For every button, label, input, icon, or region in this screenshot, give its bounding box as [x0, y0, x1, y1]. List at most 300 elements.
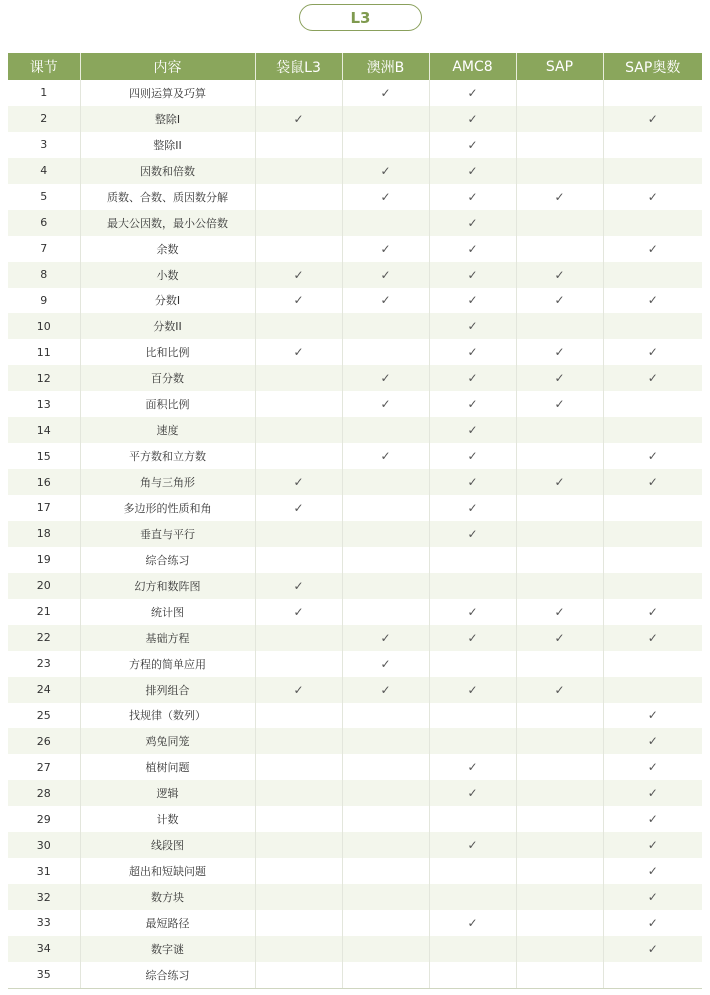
check-icon: ✓: [554, 475, 565, 490]
check-icon: ✓: [467, 215, 478, 230]
lesson-number: 35: [8, 962, 80, 988]
coverage-cell: [342, 780, 429, 806]
check-icon: ✓: [554, 293, 565, 308]
coverage-cell: [429, 728, 516, 754]
lesson-topic: 超出和短缺问题: [80, 858, 255, 884]
lesson-topic: 余数: [80, 236, 255, 262]
coverage-cell: [255, 184, 342, 210]
lesson-number: 2: [8, 106, 80, 132]
lesson-topic: 统计图: [80, 599, 255, 625]
coverage-cell: [603, 339, 702, 365]
coverage-cell: [516, 677, 603, 703]
coverage-cell: [342, 677, 429, 703]
table-row: [8, 703, 702, 729]
check-icon: ✓: [293, 267, 304, 282]
coverage-cell: [255, 547, 342, 573]
check-icon: ✓: [554, 604, 565, 619]
table-row: [8, 184, 702, 210]
coverage-cell: [429, 858, 516, 884]
coverage-cell: [516, 132, 603, 158]
coverage-cell: [342, 158, 429, 184]
table-row: [8, 910, 702, 936]
coverage-cell: [603, 573, 702, 599]
coverage-cell: [516, 651, 603, 677]
table-row: [8, 832, 702, 858]
coverage-cell: [516, 780, 603, 806]
coverage-cell: [429, 339, 516, 365]
check-icon: ✓: [467, 85, 478, 100]
coverage-cell: [342, 288, 429, 314]
coverage-cell: [603, 106, 702, 132]
coverage-cell: [603, 599, 702, 625]
coverage-cell: [516, 599, 603, 625]
coverage-cell: [255, 573, 342, 599]
check-icon: ✓: [467, 475, 478, 490]
check-icon: ✓: [467, 241, 478, 256]
lesson-number: 13: [8, 391, 80, 417]
coverage-cell: [255, 443, 342, 469]
table-row: [8, 495, 702, 521]
check-icon: ✓: [554, 345, 565, 360]
check-icon: ✓: [647, 734, 658, 749]
coverage-cell: [255, 106, 342, 132]
coverage-cell: [342, 495, 429, 521]
coverage-cell: [603, 495, 702, 521]
table-row: [8, 547, 702, 573]
coverage-cell: [516, 521, 603, 547]
lesson-number: 31: [8, 858, 80, 884]
coverage-cell: [255, 703, 342, 729]
lesson-number: 11: [8, 339, 80, 365]
column-header-sap-olympiad: SAP奥数: [603, 53, 702, 80]
check-icon: ✓: [554, 682, 565, 697]
check-icon: ✓: [467, 915, 478, 930]
coverage-cell: [603, 521, 702, 547]
table-row: [8, 728, 702, 754]
lesson-topic: 分数II: [80, 313, 255, 339]
coverage-cell: [255, 728, 342, 754]
check-icon: ✓: [647, 708, 658, 723]
coverage-cell: [516, 210, 603, 236]
curriculum-table: [8, 53, 702, 989]
coverage-cell: [429, 547, 516, 573]
check-icon: ✓: [467, 397, 478, 412]
lesson-topic: 计数: [80, 806, 255, 832]
coverage-cell: [429, 443, 516, 469]
lesson-topic: 逻辑: [80, 780, 255, 806]
coverage-cell: [429, 832, 516, 858]
check-icon: ✓: [467, 371, 478, 386]
coverage-cell: [429, 236, 516, 262]
lesson-topic: 基础方程: [80, 625, 255, 651]
coverage-cell: [429, 495, 516, 521]
coverage-cell: [255, 80, 342, 106]
coverage-cell: [516, 443, 603, 469]
check-icon: ✓: [467, 267, 478, 282]
coverage-cell: [429, 391, 516, 417]
check-icon: ✓: [647, 838, 658, 853]
coverage-cell: [342, 910, 429, 936]
lesson-topic: 整除I: [80, 106, 255, 132]
coverage-cell: [516, 754, 603, 780]
coverage-cell: [516, 936, 603, 962]
coverage-cell: [255, 495, 342, 521]
lesson-number: 32: [8, 884, 80, 910]
coverage-cell: [255, 754, 342, 780]
coverage-cell: [342, 806, 429, 832]
coverage-cell: [516, 547, 603, 573]
check-icon: ✓: [554, 397, 565, 412]
lesson-number: 33: [8, 910, 80, 936]
table-row: [8, 288, 702, 314]
lesson-topic: 比和比例: [80, 339, 255, 365]
coverage-cell: [255, 962, 342, 988]
lesson-number: 8: [8, 262, 80, 288]
check-icon: ✓: [380, 163, 391, 178]
coverage-cell: [342, 80, 429, 106]
lesson-number: 26: [8, 728, 80, 754]
table-row: [8, 651, 702, 677]
coverage-cell: [516, 625, 603, 651]
check-icon: ✓: [467, 293, 478, 308]
check-icon: ✓: [467, 163, 478, 178]
coverage-cell: [603, 936, 702, 962]
coverage-cell: [342, 184, 429, 210]
lesson-number: 6: [8, 210, 80, 236]
coverage-cell: [603, 469, 702, 495]
coverage-cell: [342, 754, 429, 780]
coverage-cell: [516, 184, 603, 210]
coverage-cell: [516, 832, 603, 858]
coverage-cell: [603, 80, 702, 106]
lesson-number: 14: [8, 417, 80, 443]
coverage-cell: [255, 339, 342, 365]
coverage-cell: [603, 651, 702, 677]
lesson-topic: 百分数: [80, 365, 255, 391]
column-header-lesson: 课节: [8, 53, 80, 80]
coverage-cell: [516, 469, 603, 495]
coverage-cell: [342, 936, 429, 962]
column-header-australia-b: 澳洲B: [342, 53, 429, 80]
lesson-topic: 因数和倍数: [80, 158, 255, 184]
coverage-cell: [603, 677, 702, 703]
check-icon: ✓: [293, 604, 304, 619]
coverage-cell: [255, 521, 342, 547]
lesson-topic: 平方数和立方数: [80, 443, 255, 469]
check-icon: ✓: [647, 449, 658, 464]
lesson-topic: 速度: [80, 417, 255, 443]
table-row: [8, 262, 702, 288]
lesson-number: 9: [8, 288, 80, 314]
coverage-cell: [603, 625, 702, 651]
coverage-cell: [516, 391, 603, 417]
coverage-cell: [342, 106, 429, 132]
check-icon: ✓: [647, 604, 658, 619]
lesson-number: 12: [8, 365, 80, 391]
coverage-cell: [342, 962, 429, 988]
check-icon: ✓: [647, 345, 658, 360]
lesson-number: 24: [8, 677, 80, 703]
lesson-number: 30: [8, 832, 80, 858]
coverage-cell: [516, 858, 603, 884]
lesson-number: 3: [8, 132, 80, 158]
lesson-number: 22: [8, 625, 80, 651]
table-row: [8, 780, 702, 806]
lesson-number: 4: [8, 158, 80, 184]
coverage-cell: [516, 495, 603, 521]
table-row: [8, 625, 702, 651]
coverage-cell: [255, 599, 342, 625]
lesson-number: 7: [8, 236, 80, 262]
check-icon: ✓: [467, 838, 478, 853]
check-icon: ✓: [380, 371, 391, 386]
check-icon: ✓: [467, 137, 478, 152]
coverage-cell: [429, 106, 516, 132]
coverage-cell: [603, 832, 702, 858]
table-row: [8, 158, 702, 184]
coverage-cell: [516, 884, 603, 910]
lesson-number: 10: [8, 313, 80, 339]
lesson-number: 25: [8, 703, 80, 729]
lesson-topic: 找规律（数列）: [80, 703, 255, 729]
coverage-cell: [255, 806, 342, 832]
coverage-cell: [429, 210, 516, 236]
check-icon: ✓: [647, 941, 658, 956]
coverage-cell: [255, 158, 342, 184]
lesson-number: 19: [8, 547, 80, 573]
coverage-cell: [255, 910, 342, 936]
table-row: [8, 599, 702, 625]
check-icon: ✓: [467, 449, 478, 464]
table-row: [8, 521, 702, 547]
check-icon: ✓: [293, 345, 304, 360]
check-icon: ✓: [380, 449, 391, 464]
coverage-cell: [516, 80, 603, 106]
table-header-row: [8, 53, 702, 80]
table-row: [8, 962, 702, 988]
lesson-number: 18: [8, 521, 80, 547]
coverage-cell: [342, 365, 429, 391]
coverage-cell: [429, 651, 516, 677]
coverage-cell: [603, 858, 702, 884]
coverage-cell: [255, 391, 342, 417]
check-icon: ✓: [554, 371, 565, 386]
lesson-number: 15: [8, 443, 80, 469]
coverage-cell: [516, 313, 603, 339]
coverage-cell: [516, 962, 603, 988]
coverage-cell: [603, 365, 702, 391]
coverage-cell: [603, 443, 702, 469]
column-header-content: 内容: [80, 53, 255, 80]
lesson-topic: 排列组合: [80, 677, 255, 703]
table-row: [8, 573, 702, 599]
check-icon: ✓: [467, 500, 478, 515]
coverage-cell: [429, 80, 516, 106]
check-icon: ✓: [647, 241, 658, 256]
lesson-topic: 垂直与平行: [80, 521, 255, 547]
coverage-cell: [429, 365, 516, 391]
coverage-cell: [342, 236, 429, 262]
check-icon: ✓: [554, 189, 565, 204]
coverage-cell: [429, 703, 516, 729]
lesson-number: 27: [8, 754, 80, 780]
table-row: [8, 677, 702, 703]
coverage-cell: [603, 754, 702, 780]
coverage-cell: [603, 728, 702, 754]
lesson-number: 21: [8, 599, 80, 625]
table-row: [8, 417, 702, 443]
check-icon: ✓: [293, 475, 304, 490]
coverage-cell: [429, 521, 516, 547]
check-icon: ✓: [380, 682, 391, 697]
check-icon: ✓: [380, 656, 391, 671]
table-row: [8, 884, 702, 910]
coverage-cell: [429, 262, 516, 288]
table-row: [8, 365, 702, 391]
check-icon: ✓: [380, 630, 391, 645]
coverage-cell: [255, 236, 342, 262]
coverage-cell: [342, 313, 429, 339]
lesson-topic: 综合练习: [80, 962, 255, 988]
coverage-cell: [255, 417, 342, 443]
check-icon: ✓: [647, 293, 658, 308]
coverage-cell: [429, 573, 516, 599]
coverage-cell: [429, 780, 516, 806]
coverage-cell: [516, 236, 603, 262]
check-icon: ✓: [293, 293, 304, 308]
coverage-cell: [429, 910, 516, 936]
lesson-number: 23: [8, 651, 80, 677]
check-icon: ✓: [647, 864, 658, 879]
coverage-cell: [603, 910, 702, 936]
coverage-cell: [516, 806, 603, 832]
coverage-cell: [255, 780, 342, 806]
coverage-cell: [342, 391, 429, 417]
coverage-cell: [603, 184, 702, 210]
check-icon: ✓: [380, 397, 391, 412]
check-icon: ✓: [467, 111, 478, 126]
lesson-topic: 最大公因数，最小公倍数: [80, 210, 255, 236]
lesson-topic: 综合练习: [80, 547, 255, 573]
coverage-cell: [603, 236, 702, 262]
check-icon: ✓: [467, 682, 478, 697]
check-icon: ✓: [647, 630, 658, 645]
coverage-cell: [342, 262, 429, 288]
check-icon: ✓: [380, 189, 391, 204]
check-icon: ✓: [467, 630, 478, 645]
coverage-cell: [603, 962, 702, 988]
check-icon: ✓: [647, 890, 658, 905]
coverage-cell: [516, 262, 603, 288]
table-row: [8, 236, 702, 262]
check-icon: ✓: [647, 189, 658, 204]
coverage-cell: [342, 339, 429, 365]
check-icon: ✓: [467, 760, 478, 775]
coverage-cell: [255, 210, 342, 236]
coverage-cell: [429, 469, 516, 495]
column-header-amc8: AMC8: [429, 53, 516, 80]
coverage-cell: [516, 703, 603, 729]
coverage-cell: [255, 651, 342, 677]
lesson-topic: 数方块: [80, 884, 255, 910]
column-header-sap: SAP: [516, 53, 603, 80]
coverage-cell: [603, 806, 702, 832]
coverage-cell: [429, 677, 516, 703]
coverage-cell: [342, 728, 429, 754]
check-icon: ✓: [647, 812, 658, 827]
lesson-topic: 鸡兔同笼: [80, 728, 255, 754]
coverage-cell: [603, 158, 702, 184]
coverage-cell: [342, 417, 429, 443]
check-icon: ✓: [380, 293, 391, 308]
check-icon: ✓: [380, 241, 391, 256]
coverage-cell: [603, 313, 702, 339]
coverage-cell: [255, 625, 342, 651]
table-row: [8, 132, 702, 158]
check-icon: ✓: [467, 526, 478, 541]
coverage-cell: [342, 625, 429, 651]
coverage-cell: [603, 132, 702, 158]
coverage-cell: [255, 832, 342, 858]
lesson-number: 20: [8, 573, 80, 599]
check-icon: ✓: [647, 760, 658, 775]
table-row: [8, 858, 702, 884]
coverage-cell: [516, 573, 603, 599]
coverage-cell: [603, 703, 702, 729]
table-row: [8, 754, 702, 780]
check-icon: ✓: [293, 682, 304, 697]
lesson-number: 16: [8, 469, 80, 495]
coverage-cell: [342, 547, 429, 573]
coverage-cell: [342, 443, 429, 469]
coverage-cell: [342, 210, 429, 236]
check-icon: ✓: [467, 786, 478, 801]
coverage-cell: [255, 365, 342, 391]
table-row: [8, 443, 702, 469]
check-icon: ✓: [647, 111, 658, 126]
lesson-topic: 植树问题: [80, 754, 255, 780]
check-icon: ✓: [467, 319, 478, 334]
check-icon: ✓: [293, 111, 304, 126]
coverage-cell: [603, 288, 702, 314]
lesson-topic: 线段图: [80, 832, 255, 858]
coverage-cell: [429, 754, 516, 780]
check-icon: ✓: [647, 786, 658, 801]
table-row: [8, 391, 702, 417]
coverage-cell: [429, 158, 516, 184]
coverage-cell: [342, 521, 429, 547]
coverage-cell: [342, 703, 429, 729]
coverage-cell: [342, 469, 429, 495]
check-icon: ✓: [380, 267, 391, 282]
coverage-cell: [429, 884, 516, 910]
check-icon: ✓: [467, 189, 478, 204]
lesson-topic: 分数I: [80, 288, 255, 314]
lesson-topic: 四则运算及巧算: [80, 80, 255, 106]
check-icon: ✓: [467, 604, 478, 619]
coverage-cell: [516, 910, 603, 936]
lesson-topic: 最短路径: [80, 910, 255, 936]
coverage-cell: [429, 288, 516, 314]
coverage-cell: [516, 288, 603, 314]
coverage-cell: [429, 962, 516, 988]
coverage-cell: [603, 884, 702, 910]
coverage-cell: [342, 832, 429, 858]
lesson-number: 17: [8, 495, 80, 521]
check-icon: ✓: [647, 475, 658, 490]
lesson-topic: 幻方和数阵图: [80, 573, 255, 599]
lesson-number: 1: [8, 80, 80, 106]
